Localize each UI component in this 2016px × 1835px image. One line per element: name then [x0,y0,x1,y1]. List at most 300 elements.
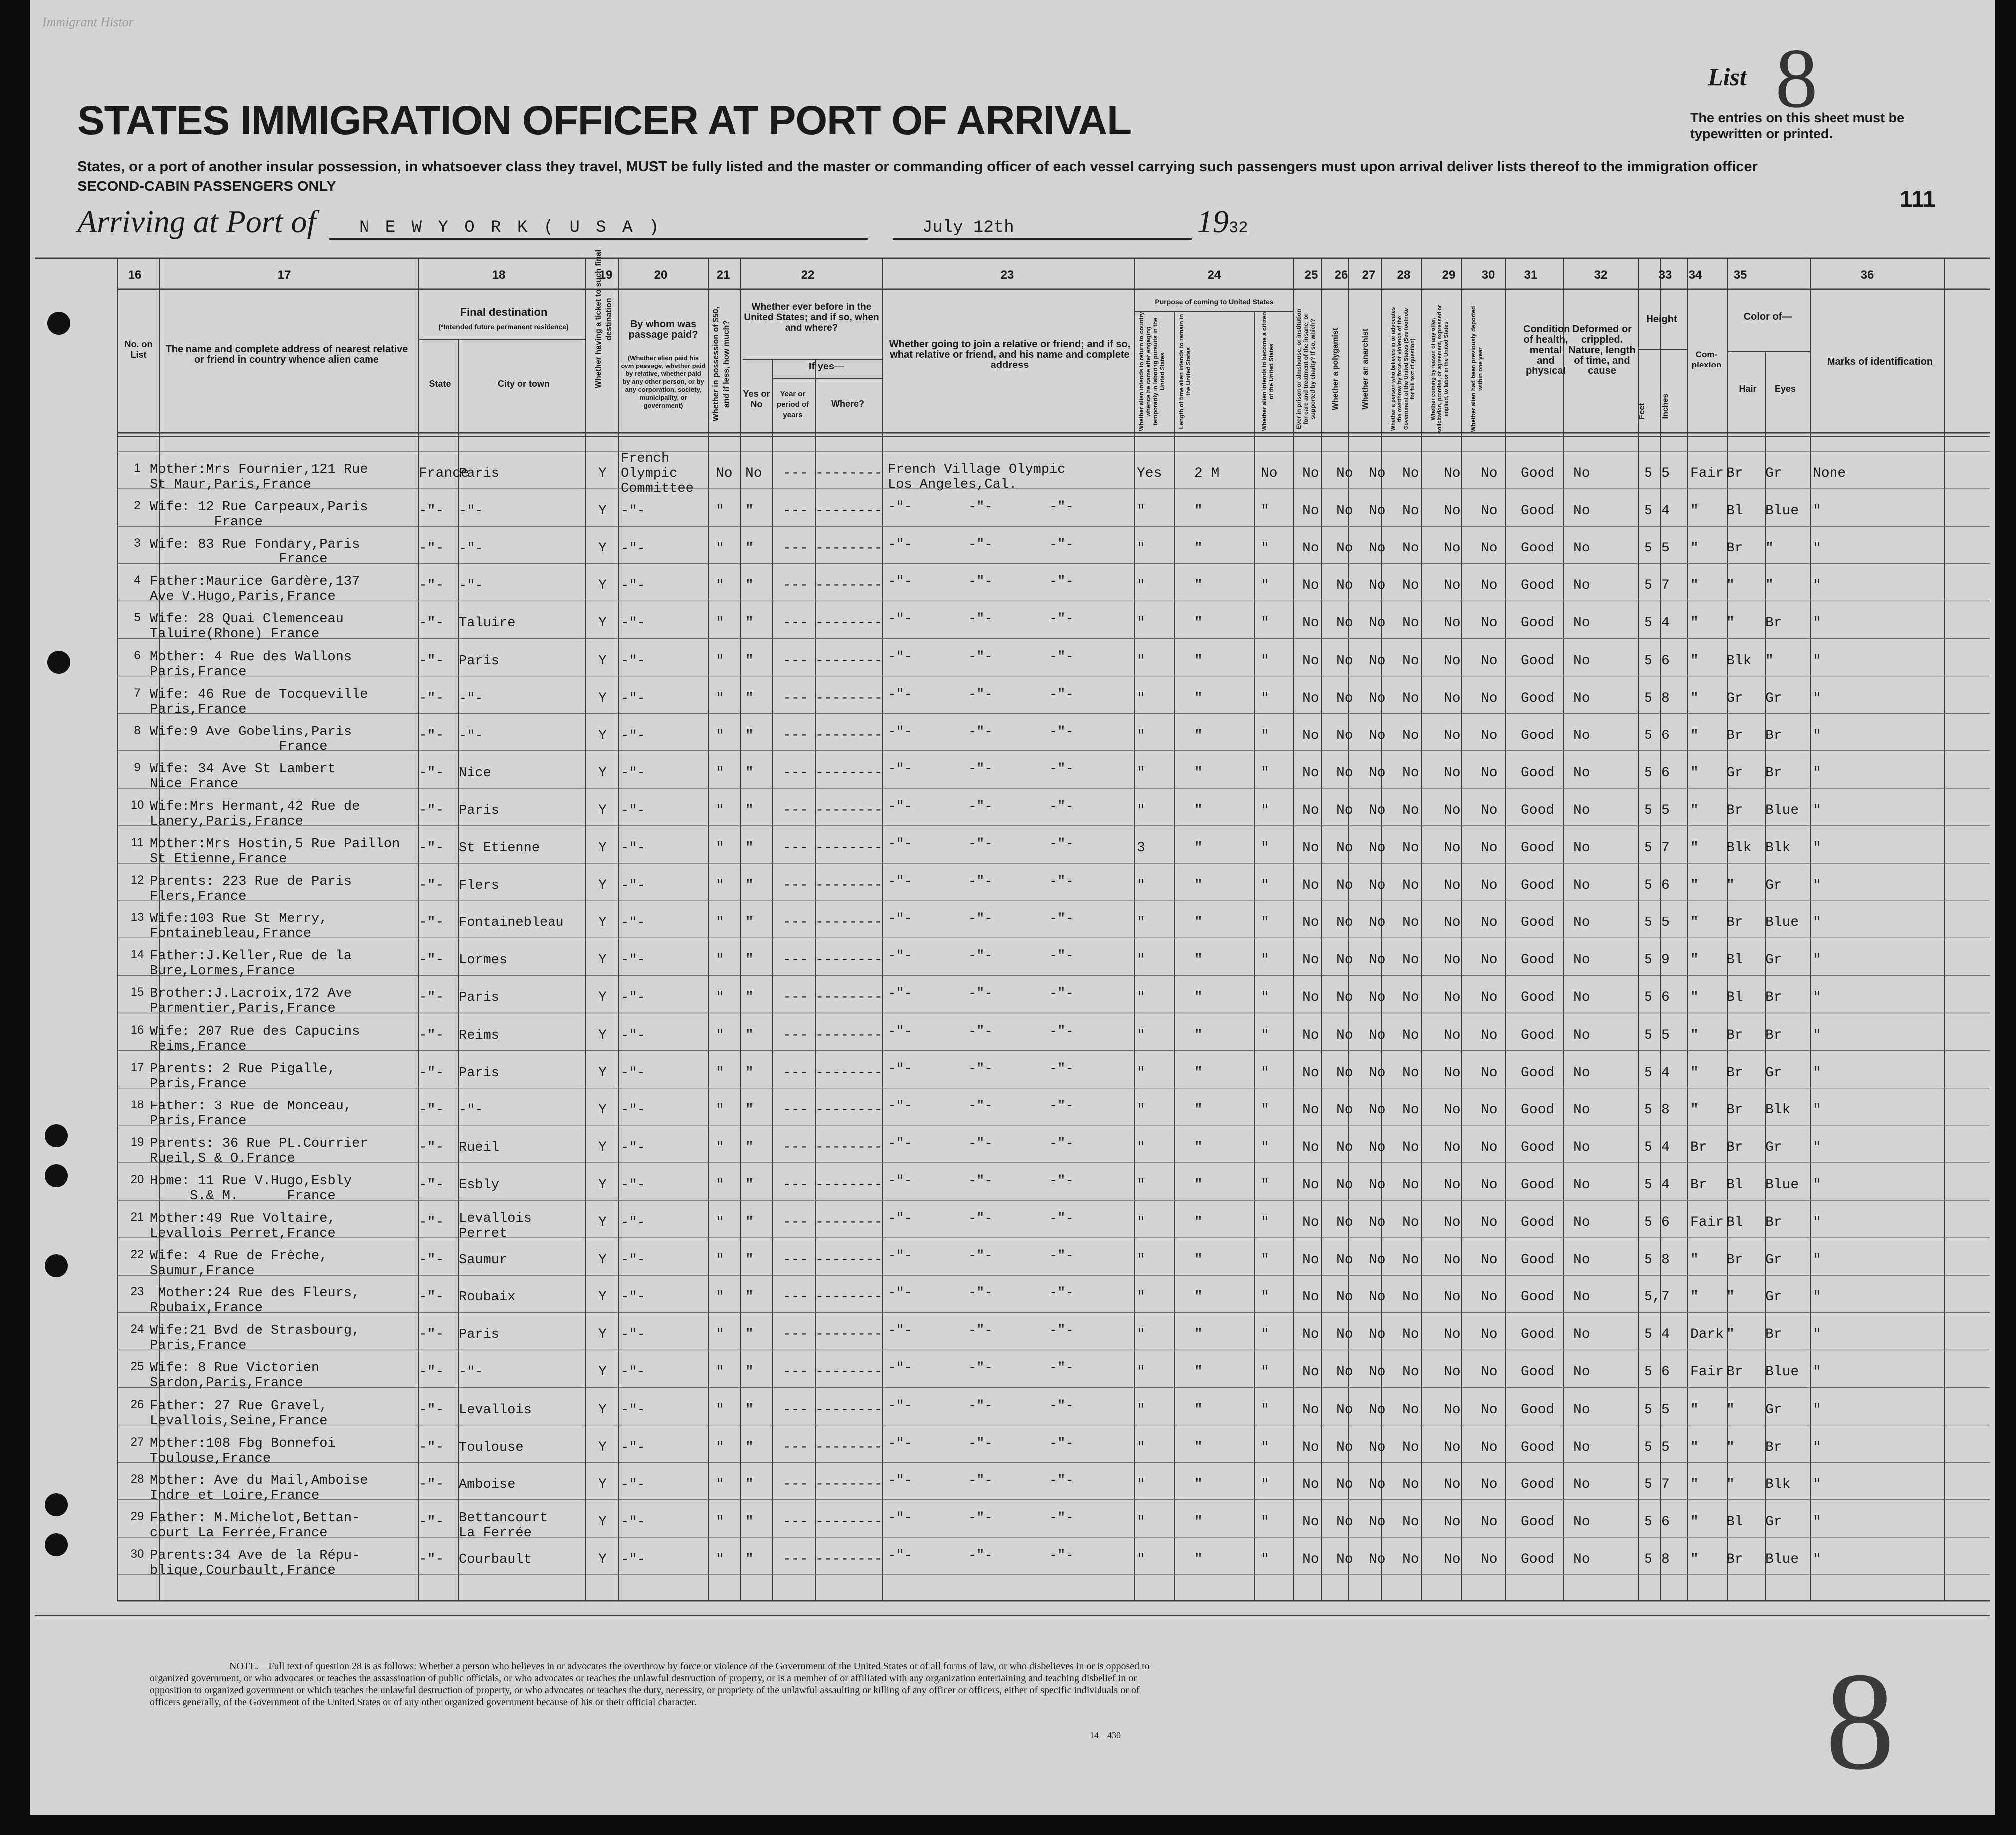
q28-cell: No [1402,615,1419,631]
health-cell: Good [1521,952,1555,968]
prison-cell: No [1302,1327,1319,1343]
health-cell: Good [1521,541,1555,556]
purpose-return-cell: " [1137,1364,1145,1380]
year-period-cell: --- [783,1027,808,1043]
fifty-dollar-cell: " [716,765,724,781]
prison-cell: No [1302,1514,1319,1530]
purpose-return-cell: " [1137,952,1145,968]
passage-paid-cell: -"- [621,1552,645,1567]
purpose-citizen-cell: " [1261,1327,1269,1343]
passage-paid-cell: -"- [621,504,645,519]
row-number: 2 [134,499,141,513]
hair-cell: Bl [1726,1215,1743,1230]
before-in-us-cell: " [745,1177,754,1193]
column-number: 26 [1334,268,1348,282]
health-cell: Good [1521,1177,1555,1193]
hair-cell: " [1726,878,1735,894]
feet-cell: 5 [1644,915,1652,931]
eyes-cell: Br [1765,1327,1782,1343]
city-cell: Amboise [459,1477,516,1492]
joining-cell: -"- -"- -"- [888,837,1074,852]
purpose-citizen-cell: " [1261,728,1269,743]
health-cell: Good [1521,1252,1555,1268]
purpose-citizen-cell: " [1261,802,1269,818]
fifty-dollar-cell: " [716,578,724,594]
year-period-cell: --- [783,1327,808,1343]
fifty-dollar-cell: " [716,653,724,669]
footnote: NOTE.—Full text of question 28 is as follows: Whether a person who believes in or advocates the overthrow by force or violence of the Government of the United States or of all forms of law, or who disbelieves in or is opposed to organized government, or who advocates or teaches the assassination of public officials, or who advocates or teaches the unlawful destruction of property, or is a member of or affiliated with any organization entertaining and teaching disbelief in or opposition to organized government or which teaches the unlawful destruction of property, or who advocates or teaches the duty, necessity, or propriety of the unlawful assaulting or killing of any officer or officers, either of specific individuals or of officers generally, of the Government of the United States or of any other organized government because of his or their official character. [150,1661,1150,1708]
where-cell: -------- [815,1215,883,1230]
column-number: 21 [716,268,730,282]
q30-cell: No [1481,1327,1498,1343]
purpose-length-cell: " [1194,1139,1203,1155]
feet-cell: 5 [1644,541,1652,556]
row-number: 21 [130,1210,144,1224]
city-cell: Nice [459,765,491,781]
row-number: 5 [134,611,141,625]
state-cell: -"- [419,653,444,669]
header-q30: Whether alien had been previously deported within one year [1470,306,1484,432]
before-in-us-cell: " [745,1327,754,1343]
marks-cell: " [1813,765,1821,781]
inches-cell: 6 [1661,990,1670,1006]
prison-cell: No [1302,1551,1319,1567]
relative-cell: Father: M.Michelot,Bettan- court La Ferrée,France [150,1510,360,1541]
fifty-dollar-cell: " [716,915,724,931]
where-cell: -------- [815,840,883,856]
purpose-return-cell: " [1137,1215,1145,1230]
inches-cell: 6 [1661,1514,1670,1530]
joining-cell: -"- -"- -"- [888,687,1074,702]
row-number: 24 [130,1322,144,1336]
city-cell: -"- [459,691,483,706]
ticket-cell: Y [598,1551,607,1567]
passage-paid-cell: -"- [621,653,645,669]
q30-cell: No [1481,840,1498,856]
fifty-dollar-cell: " [716,1177,724,1193]
deformed-cell: No [1573,802,1590,818]
page-number: 111 [1900,186,1936,212]
state-cell: -"- [419,1102,444,1118]
joining-cell: -"- -"- -"- [888,1361,1074,1376]
q29-cell: No [1444,541,1461,556]
polygamist-cell: No [1336,1439,1353,1455]
where-cell: -------- [815,615,883,631]
row-number: 1 [134,461,141,475]
passage-paid-cell: -"- [621,1102,645,1118]
year-period-cell: --- [783,466,808,481]
joining-cell: -"- -"- -"- [888,1061,1074,1077]
deformed-cell: No [1573,990,1590,1006]
joining-cell: -"- -"- -"- [888,1436,1074,1451]
before-in-us-cell: " [745,915,754,931]
where-cell: -------- [815,1439,883,1455]
anarchist-cell: No [1369,1476,1386,1492]
purpose-return-cell: Yes [1137,466,1162,481]
fifty-dollar-cell: " [716,1252,724,1268]
row-number: 6 [134,648,141,662]
eyes-cell: Blue [1765,802,1799,818]
purpose-citizen-cell: No [1261,466,1278,481]
anarchist-cell: No [1369,1402,1386,1418]
purpose-citizen-cell: " [1261,915,1269,931]
passage-paid-cell: -"- [621,953,645,968]
state-cell: -"- [419,615,444,631]
relative-cell: Mother:49 Rue Voltaire, Levallois Perret,France [150,1211,336,1241]
polygamist-cell: No [1336,466,1353,481]
health-cell: Good [1521,728,1555,743]
before-in-us-cell: " [745,990,754,1006]
ticket-cell: Y [598,765,607,781]
q29-cell: No [1444,1139,1461,1155]
marks-cell: " [1813,653,1821,669]
q28-cell: No [1402,690,1419,706]
purpose-return-cell: " [1137,1065,1145,1081]
column-number: 24 [1207,268,1221,282]
feet-cell: 5 [1644,690,1652,706]
header-q28: Whether a person who believes in or advocates the overthrow by force or violence of the Government of the United States (See footnote for full text of question) [1390,307,1416,431]
header-polygamist: Whether a polygamist [1331,327,1340,411]
deformed-cell: No [1573,1551,1590,1567]
eyes-cell: Br [1765,1215,1782,1230]
purpose-return-cell: " [1137,578,1145,594]
q29-cell: No [1444,690,1461,706]
city-cell: Paris [459,1327,500,1343]
list-number: 8 [1775,31,1818,125]
fifty-dollar-cell: " [716,615,724,631]
purpose-return-cell: " [1137,728,1145,743]
year-period-cell: --- [783,1439,808,1455]
complexion-cell: " [1690,578,1699,594]
state-cell: -"- [419,728,444,743]
passage-paid-cell: -"- [621,916,645,931]
purpose-return-cell: " [1137,915,1145,931]
marks-cell: " [1813,1139,1821,1155]
deformed-cell: No [1573,1402,1590,1418]
q30-cell: No [1481,466,1498,481]
purpose-return-cell: " [1137,878,1145,894]
health-cell: Good [1521,840,1555,856]
q30-cell: No [1481,915,1498,931]
relative-cell: Home: 11 Rue V.Hugo,Esbly S.& M. France [150,1173,352,1204]
ticket-cell: Y [598,802,607,818]
anarchist-cell: No [1369,1177,1386,1193]
feet-cell: 5 [1644,840,1652,856]
ticket-cell: Y [598,1514,607,1530]
marks-cell: " [1813,1252,1821,1268]
deformed-cell: No [1573,765,1590,781]
purpose-citizen-cell: " [1261,1364,1269,1380]
eyes-cell: Blue [1765,503,1799,519]
city-cell: -"- [459,504,483,519]
purpose-citizen-cell: " [1261,1476,1269,1492]
ticket-cell: Y [598,1289,607,1305]
hair-cell: Br [1726,1027,1743,1043]
deformed-cell: No [1573,1139,1590,1155]
purpose-citizen-cell: " [1261,1027,1269,1043]
feet-cell: 5 [1644,466,1652,481]
purpose-citizen-cell: " [1261,1439,1269,1455]
passage-paid-cell: -"- [621,1065,645,1081]
passage-paid-cell: -"- [621,1253,645,1268]
ticket-cell: Y [598,878,607,894]
polygamist-cell: No [1336,1252,1353,1268]
city-cell: Paris [459,990,500,1006]
purpose-length-cell: " [1194,765,1203,781]
city-cell: Taluire [459,616,516,631]
state-cell: -"- [419,1215,444,1230]
q29-cell: No [1444,840,1461,856]
before-in-us-cell: No [745,466,762,481]
city-cell: Roubaix [459,1290,516,1305]
city-cell: Levallois Perret [459,1211,532,1241]
relative-cell: Wife: 46 Rue de Tocqueville Paris,France [150,687,368,717]
row-number: 29 [130,1509,144,1523]
q30-cell: No [1481,1364,1498,1380]
anarchist-cell: No [1369,802,1386,818]
joining-cell: -"- -"- -"- [888,1024,1074,1039]
complexion-cell: Dark [1690,1327,1724,1343]
column-number: 17 [277,268,291,282]
feet-cell: 5, [1644,1289,1661,1305]
eyes-cell: " [1765,653,1774,669]
health-cell: Good [1521,1402,1555,1418]
eyes-cell: Br [1765,765,1782,781]
before-in-us-cell: " [745,1402,754,1418]
column-number: 31 [1524,268,1538,282]
inches-cell: 4 [1661,1327,1670,1343]
fifty-dollar-cell: " [716,1364,724,1380]
q30-cell: No [1481,541,1498,556]
header-before-in-us: Whether ever before in the United States; and if so, when and where? [744,302,879,333]
column-number: 35 [1733,268,1747,282]
ticket-cell: Y [598,1364,607,1380]
health-cell: Good [1521,653,1555,669]
joining-cell: -"- -"- -"- [888,537,1074,552]
anarchist-cell: No [1369,840,1386,856]
passage-paid-cell: -"- [621,1440,645,1455]
complexion-cell: " [1690,541,1699,556]
feet-cell: 5 [1644,878,1652,894]
purpose-length-cell: " [1194,1439,1203,1455]
purpose-citizen-cell: " [1261,765,1269,781]
fifty-dollar-cell: " [716,1102,724,1118]
before-in-us-cell: " [745,802,754,818]
year-suffix: 32 [1229,219,1248,237]
purpose-length-cell: " [1194,840,1203,856]
deformed-cell: No [1573,1215,1590,1230]
health-cell: Good [1521,1027,1555,1043]
prison-cell: No [1302,690,1319,706]
deformed-cell: No [1573,1252,1590,1268]
eyes-cell: Br [1765,728,1782,743]
complexion-cell: " [1690,1289,1699,1305]
relative-cell: Mother: 4 Rue des Wallons Paris,France [150,649,352,680]
row-number: 11 [131,836,144,849]
marks-cell: " [1813,878,1821,894]
passage-paid-cell: -"- [621,1327,645,1343]
anarchist-cell: No [1369,653,1386,669]
where-cell: -------- [815,728,883,743]
q29-cell: No [1444,1027,1461,1043]
hair-cell: Br [1726,1551,1743,1567]
marks-cell: " [1813,952,1821,968]
q29-cell: No [1444,1551,1461,1567]
purpose-length-cell: " [1194,1364,1203,1380]
where-cell: -------- [815,1102,883,1118]
q29-cell: No [1444,1514,1461,1530]
purpose-return-cell: " [1137,1177,1145,1193]
purpose-return-cell: " [1137,1551,1145,1567]
anarchist-cell: No [1369,1289,1386,1305]
before-in-us-cell: " [745,1289,754,1305]
complexion-cell: " [1690,690,1699,706]
purpose-citizen-cell: " [1261,1215,1269,1230]
city-cell: Paris [459,803,500,818]
hair-cell: Bl [1726,1177,1743,1193]
prison-cell: No [1302,541,1319,556]
year-period-cell: --- [783,1215,808,1230]
row-number: 23 [130,1285,144,1299]
q30-cell: No [1481,1252,1498,1268]
before-in-us-cell: " [745,1252,754,1268]
marks-cell: " [1813,1476,1821,1492]
eyes-cell: Gr [1765,1065,1782,1081]
anarchist-cell: No [1369,1439,1386,1455]
where-cell: -------- [815,1551,883,1567]
binder-hole [45,1164,68,1187]
inches-cell: 7 [1661,578,1670,594]
hair-cell: " [1726,1402,1735,1418]
deformed-cell: No [1573,1027,1590,1043]
state-cell: -"- [419,1065,444,1081]
eyes-cell: Gr [1765,466,1782,481]
binder-hole [45,1124,68,1147]
state-cell: -"- [419,503,444,519]
marks-cell: " [1813,690,1821,706]
deformed-cell: No [1573,1439,1590,1455]
deformed-cell: No [1573,878,1590,894]
header-marks: Marks of identification [1827,356,1933,367]
marks-cell: " [1813,1027,1821,1043]
year-period-cell: --- [783,1065,808,1081]
date-value: July 12th [922,218,1014,237]
where-cell: -------- [815,765,883,781]
passage-paid-cell: -"- [621,578,645,594]
passage-paid-cell: -"- [621,803,645,818]
q28-cell: No [1402,1514,1419,1530]
joining-cell: -"- -"- -"- [888,574,1074,590]
q28-cell: No [1402,1177,1419,1193]
hair-cell: " [1726,615,1735,631]
deformed-cell: No [1573,1514,1590,1530]
purpose-length-cell: " [1194,653,1203,669]
passage-paid-cell: -"- [621,1140,645,1155]
purpose-length-cell: " [1194,503,1203,519]
header-inches: Inches [1661,393,1670,419]
header-yes-or-no: Yes or No [743,389,770,409]
header-possession-50: Whether in possession of $50, and if less, how much? [712,306,731,422]
where-cell: -------- [815,1364,883,1380]
q29-cell: No [1444,1102,1461,1118]
q29-cell: No [1444,728,1461,743]
feet-cell: 5 [1644,1327,1652,1343]
purpose-length-cell: " [1194,915,1203,931]
prison-cell: No [1302,503,1319,519]
purpose-return-cell: " [1137,690,1145,706]
before-in-us-cell: " [745,615,754,631]
ticket-cell: Y [598,952,607,968]
joining-cell: -"- -"- -"- [888,500,1074,515]
complexion-cell: " [1690,1439,1699,1455]
header-year-period: Year or period of years [776,390,809,419]
feet-cell: 5 [1644,1177,1652,1193]
polygamist-cell: No [1336,1476,1353,1492]
column-number: 32 [1594,268,1608,282]
prison-cell: No [1302,1215,1319,1230]
where-cell: -------- [815,503,883,519]
relative-cell: Mother:108 Fbg Bonnefoi Toulouse,France [150,1436,336,1466]
marks-cell: " [1813,840,1821,856]
header-q29: Whether coming by reason of any offer, solicitation, promise, or agreement, expressed or implied, to labor in the United States [1430,305,1449,433]
q30-cell: No [1481,1289,1498,1305]
ticket-cell: Y [598,1215,607,1230]
row-number: 25 [130,1360,144,1374]
anarchist-cell: No [1369,915,1386,931]
fifty-dollar-cell: " [716,728,724,743]
deformed-cell: No [1573,578,1590,594]
fifty-dollar-cell: " [716,1289,724,1305]
purpose-length-cell: " [1194,952,1203,968]
marks-cell: " [1813,1177,1821,1193]
inches-cell: 5 [1661,802,1670,818]
marks-cell: " [1813,1402,1821,1418]
header-purpose-a: Whether alien intends to return to country whence he came after engaging temporarily in laboring pursuits in the United States [1138,312,1166,431]
eyes-cell: Gr [1765,1289,1782,1305]
health-cell: Good [1521,915,1555,931]
before-in-us-cell: " [745,878,754,894]
where-cell: -------- [815,1402,883,1418]
passage-paid-cell: -"- [621,1290,645,1305]
q28-cell: No [1402,840,1419,856]
before-in-us-cell: " [745,1102,754,1118]
q30-cell: No [1481,1439,1498,1455]
q30-cell: No [1481,765,1498,781]
q29-cell: No [1444,578,1461,594]
anarchist-cell: No [1369,1514,1386,1530]
state-cell: -"- [419,1027,444,1043]
health-cell: Good [1521,1215,1555,1230]
before-in-us-cell: " [745,1139,754,1155]
hair-cell: Br [1726,1139,1743,1155]
q28-cell: No [1402,1027,1419,1043]
state-cell: -"- [419,990,444,1006]
purpose-return-cell: " [1137,541,1145,556]
purpose-return-cell: " [1137,1402,1145,1418]
polygamist-cell: No [1336,728,1353,743]
complexion-cell: Br [1690,1177,1707,1193]
year-period-cell: --- [783,878,808,894]
deformed-cell: No [1573,1364,1590,1380]
joining-cell: -"- -"- -"- [888,1211,1074,1226]
prison-cell: No [1302,802,1319,818]
q30-cell: No [1481,1027,1498,1043]
anarchist-cell: No [1369,765,1386,781]
q28-cell: No [1402,1364,1419,1380]
before-in-us-cell: " [745,653,754,669]
q28-cell: No [1402,1551,1419,1567]
where-cell: -------- [815,541,883,556]
